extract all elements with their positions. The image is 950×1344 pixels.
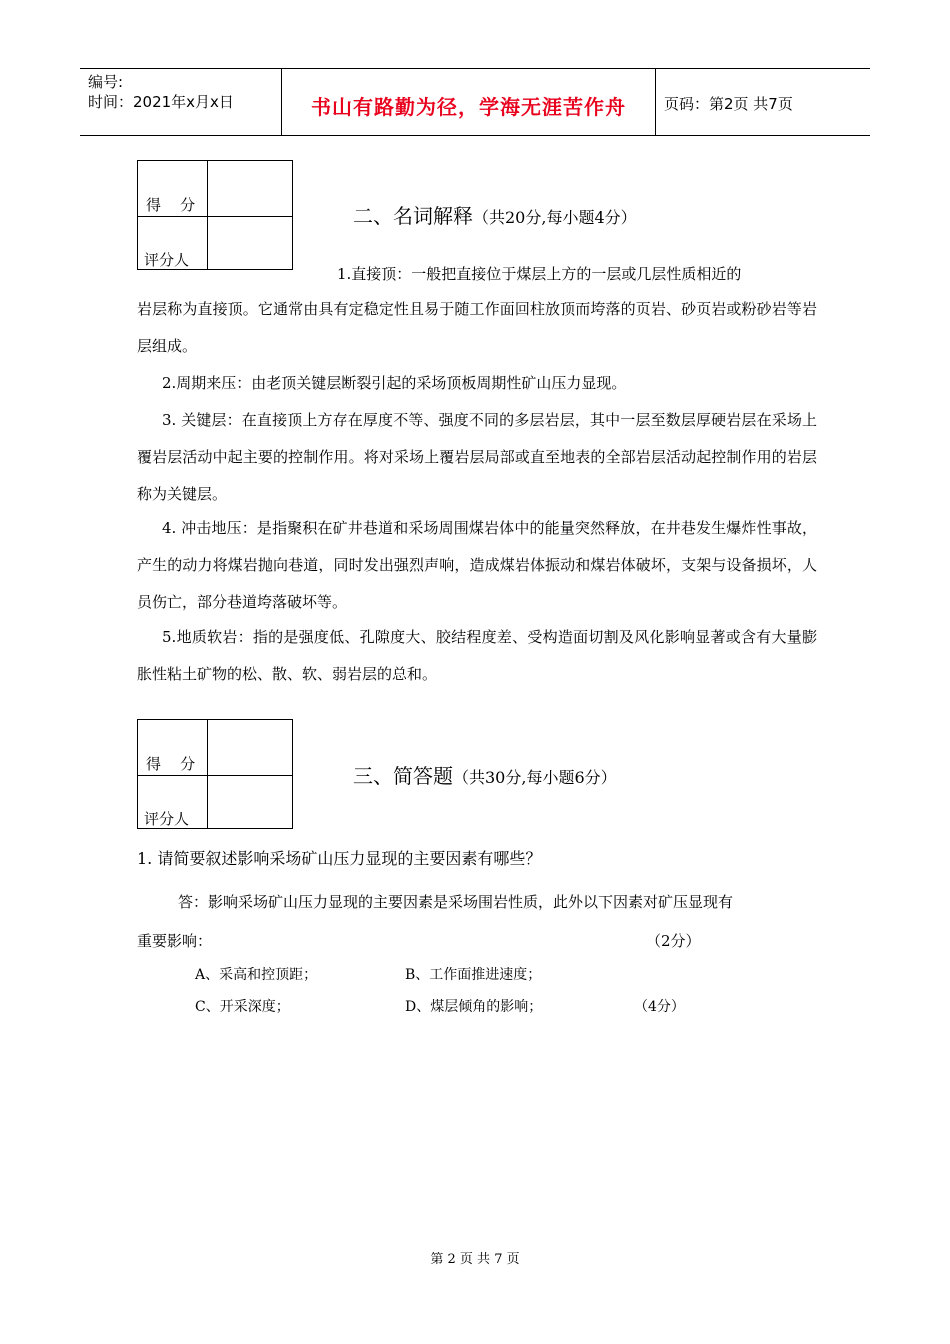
header-left-info — [88, 72, 234, 112]
score-box-section2 — [137, 160, 293, 270]
grader-label: 评分人 — [144, 810, 190, 828]
section3-title: 三、简答题 — [353, 764, 453, 788]
answer-score-1: （2分） — [646, 932, 701, 950]
term-3: 3. 关键层：在直接顶上方存在厚度不等、强度不同的多层岩层，其中一层至数层厚硬岩层在采场上覆岩层活动中起主要的控制作用。将对采场上覆岩层局部或直至地表的全部岩层活动起控制作用的岩层称为关键层。 — [137, 411, 817, 503]
section2-heading — [353, 200, 637, 229]
answer-line-1: 答：影响采场矿山压力显现的主要因素是采场围岩性质，此外以下因素对矿压显现有 — [178, 893, 734, 911]
term-1-first-line: 1.直接顶：一般把直接位于煤层上方的一层或几层性质相近的 — [337, 265, 742, 283]
score-label: 得 分 — [146, 755, 196, 773]
page-footer: 第 2 页 共 7 页 — [430, 1252, 520, 1267]
term-4: 4. 冲击地压：是指聚积在矿井巷道和采场周围煤岩体中的能量突然释放，在井巷发生爆炸性事故，产生的动力将煤岩抛向巷道，同时发出强烈声响，造成煤岩体振动和煤岩体破坏，支架与设备损坏，人员伤亡，部分巷道垮落破坏等。 — [137, 519, 817, 611]
score-label: 得 分 — [146, 196, 196, 214]
header-divider-2 — [655, 68, 656, 136]
section2-note: （共20分,每小题4分） — [473, 208, 637, 227]
term-2: 2.周期来压：由老顶关键层断裂引起的采场顶板周期性矿山压力显现。 — [162, 374, 627, 392]
question-1: 1. 请简要叙述影响采场矿山压力显现的主要因素有哪些？ — [137, 849, 542, 868]
section3-heading — [353, 760, 617, 789]
answer-line-2: 重要影响： — [137, 932, 213, 950]
answer-score-2: （4分） — [634, 999, 685, 1015]
factor-c: C、开采深度； — [195, 999, 290, 1015]
section2-title: 二、名词解释 — [353, 204, 473, 228]
serial-label: 编号: — [88, 73, 124, 91]
factor-a: A、采高和控顶距； — [195, 967, 318, 983]
header-bottom-border — [80, 135, 870, 136]
header-motto: 书山有路勤为径，学海无涯苦作舟 — [311, 95, 626, 119]
time-label: 时间：2021年x月x日 — [88, 93, 234, 111]
term-5: 5.地质软岩：指的是强度低、孔隙度大、胶结程度差、受构造面切割及风化影响显著或含有大量膨胀性粘土矿物的松、散、软、弱岩层的总和。 — [137, 628, 817, 683]
factor-b: B、工作面推进速度； — [405, 967, 542, 983]
factor-d: D、煤层倾角的影响； — [405, 999, 543, 1015]
term-1-rest: 岩层称为直接顶。它通常由具有定稳定性且易于随工作面回柱放顶而垮落的页岩、砂页岩或粉砂岩等岩层组成。 — [137, 300, 817, 355]
header-top-border — [80, 68, 870, 69]
score-box-section3 — [137, 719, 293, 829]
grader-label: 评分人 — [144, 251, 190, 269]
section3-note: （共30分,每小题6分） — [453, 768, 617, 787]
header-page-info: 页码：第2页 共7页 — [664, 95, 793, 113]
